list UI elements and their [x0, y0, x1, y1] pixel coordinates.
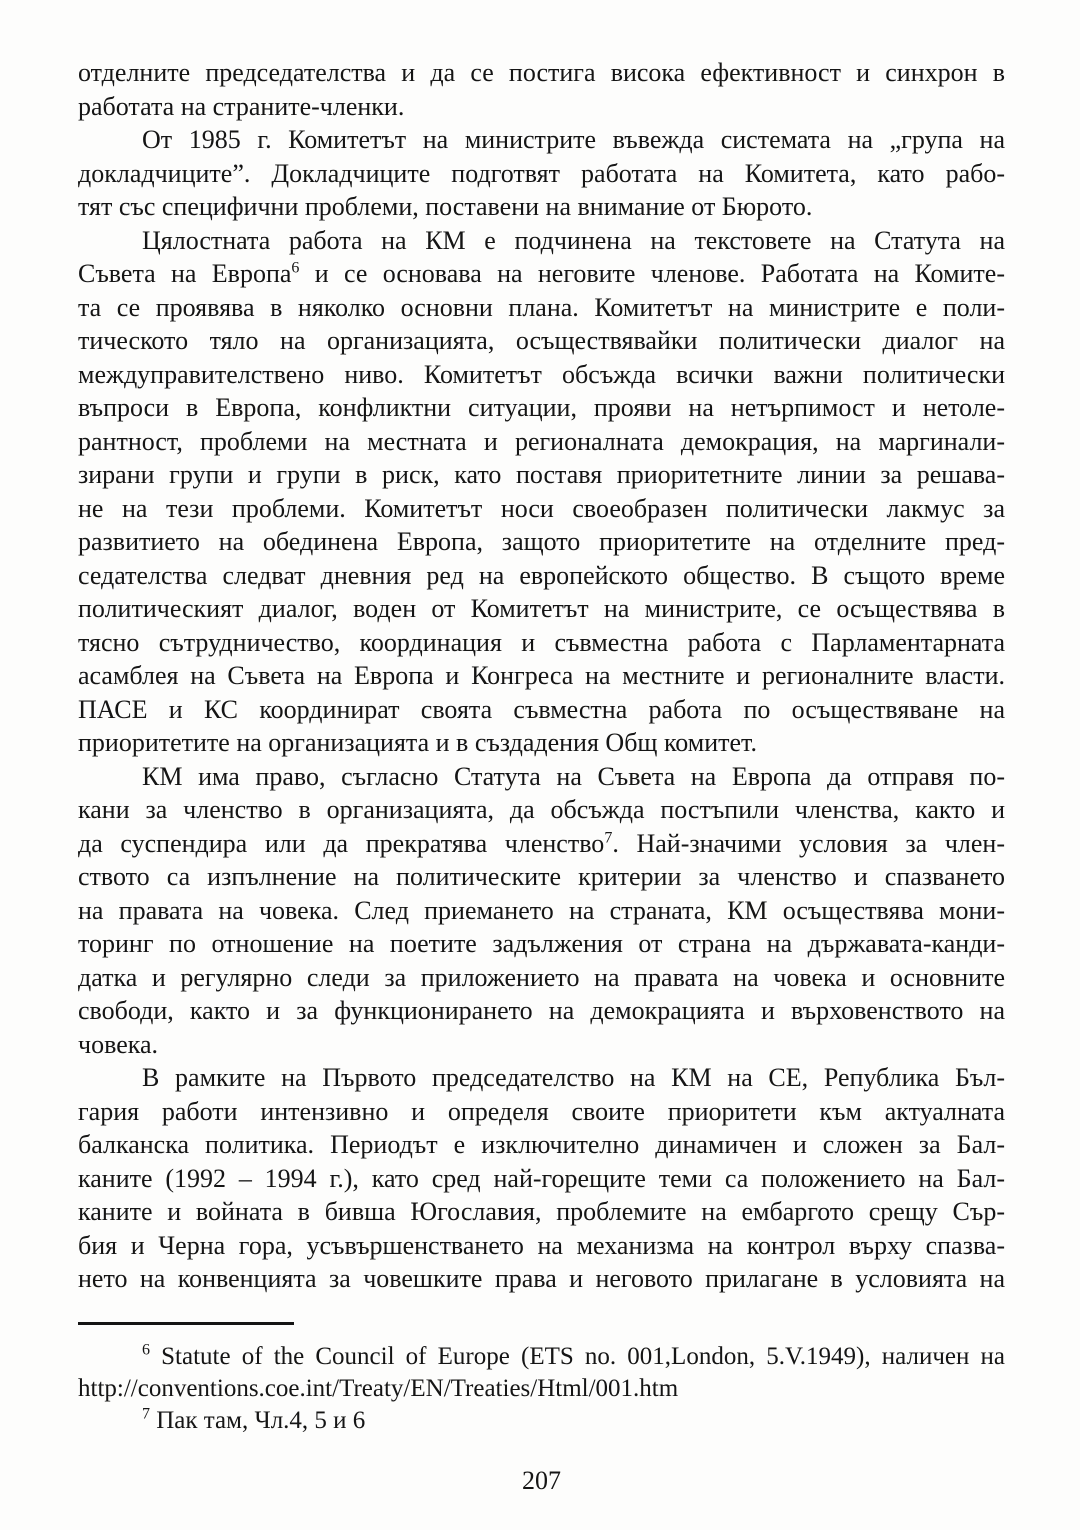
body-line: отделните председателства и да се постига висока ефективност и синхрон в [78, 58, 1005, 87]
body-line: кани за членство в организацията, да обсъжда постъпили членства, както и [78, 795, 1005, 824]
paragraph-1 [78, 56, 1005, 123]
body-line: балканска политика. Периодът е изключително динамичен и сложен за Бал- [78, 1130, 1005, 1159]
body-line: КМ има право, съгласно Статута на Съвета на Европа да отправя по- [142, 761, 1005, 791]
body-line: та се проявява в няколко основни плана. Комитетът на министрите е поли- [78, 292, 1005, 322]
line-text: и се основава на неговите членове. Работата на Комите- [299, 259, 1005, 288]
footnote-6-url: http://conventions.coe.int/Treaty/EN/Treaties/Html/001.htm [78, 1374, 679, 1402]
body-line: политическият диалог, воден от Комитетът на министрите, се осъществява в [78, 594, 1005, 623]
line-text: Съвета на Европа [78, 259, 292, 288]
body-line: ството са изпълнение на политическите критерии за членство и спазването [78, 862, 1005, 891]
body-line: каните и войната в бивша Югославия, проблемите на ембаргото срещу Сър- [78, 1197, 1005, 1226]
body-line [78, 827, 1005, 861]
body-line: приоритетите на организацията и в създадения Общ комитет. [78, 728, 757, 757]
body-line: работата на страните-членки. [78, 91, 405, 121]
body-line: датка и регулярно следи за приложението на правата на човека и основните [78, 962, 1005, 992]
body-line: тясно сътрудничество, координация и съвместна работа с Парламентарната [78, 627, 1005, 657]
body-line: междуправителствено ниво. Комитетът обсъжда всички важни политически [78, 359, 1005, 389]
body-line: човека. [78, 1029, 159, 1059]
body-line [78, 257, 1005, 291]
body-line: бия и Черна гора, усъвършенстването на механизма на контрол върху спазва- [78, 1230, 1005, 1260]
body-line: на правата на човека. След приемането на страната, КМ осъществява мони- [78, 895, 1005, 925]
body-line: рантност, проблеми на местната и регионалната демокрация, на маргинали- [78, 426, 1005, 456]
body-line: нето на конвенцията за човешките права и неговото прилагане в условията на [78, 1264, 1005, 1293]
body-text [78, 56, 1005, 1296]
line-text: . Най-значими условия за член- [612, 828, 1005, 858]
footnote-marker-6: 6 [142, 1341, 150, 1359]
footnote-text: Пак там, Чл.4, 5 и 6 [150, 1406, 366, 1434]
body-line: Цялостната работа на КМ е подчинена на текстовете на Статута на [142, 225, 1005, 255]
body-line: не на тези проблеми. Комитетът носи своеобразен политически лакмус за [78, 493, 1005, 523]
body-line: гария работи интензивно и определя своите приоритети към актуалната [78, 1096, 1005, 1126]
paragraph-3 [78, 224, 1005, 760]
body-line: свободи, както и за функционирането на демокрацията и върховенството на [78, 996, 1005, 1025]
footnote-text: Statute of the Council of Europe (ETS no. 001,London, 5.V.1949), наличен на [150, 1342, 1005, 1370]
body-line: седателства следват дневния ред на европейското общество. В същото време [78, 560, 1005, 590]
footnote-separator [78, 1322, 294, 1325]
body-line: въпроси в Европа, конфликтни ситуации, прояви на нетърпимост и нетоле- [78, 393, 1005, 422]
paragraph-2 [78, 123, 1005, 224]
page-number: 207 [522, 1465, 561, 1495]
body-line: развитието на обединена Европа, защото приоритетите на отделните пред- [78, 527, 1005, 556]
body-line: зирани групи и групи в риск, като поставя приоритетните линии за решава- [78, 460, 1005, 489]
body-line: каните (1992 – 1994 г.), като сред най-горещите теми са положението на Бал- [78, 1163, 1005, 1193]
body-line: тят със специфични проблеми, поставени на внимание от Бюрото. [78, 192, 813, 221]
body-line: ПАСЕ и КС координират своята съвместна работа по осъществяване на [78, 694, 1005, 724]
footnote-marker-7: 7 [142, 1405, 150, 1423]
footnotes-section [78, 1341, 1005, 1437]
paragraph-5 [78, 1061, 1005, 1296]
footnote-ref-7: 7 [604, 828, 613, 846]
line-text: да суспендира или да прекратява членство [78, 828, 605, 858]
footnote-ref-6: 6 [291, 259, 300, 277]
body-line: докладчиците”. Докладчиците подготвят работата на Комитета, като рабо- [78, 158, 1005, 188]
body-line: тическото тяло на организацията, осъществявайки политически диалог на [78, 326, 1005, 355]
body-line: В рамките на Първото председателство на КМ на СЕ, Република Бъл- [142, 1063, 1005, 1092]
paragraph-4 [78, 760, 1005, 1062]
body-line: асамблея на Съвета на Европа и Конгреса на местните и регионалните власти. [78, 661, 1005, 690]
body-line: торинг по отношение на поетите задължения от страна на държавата-канди- [78, 929, 1005, 958]
footnote-7 [78, 1405, 1005, 1437]
footnote-6 [78, 1341, 1005, 1373]
body-line: От 1985 г. Комитетът на министрите въвежда системата на „група на [142, 125, 1005, 154]
